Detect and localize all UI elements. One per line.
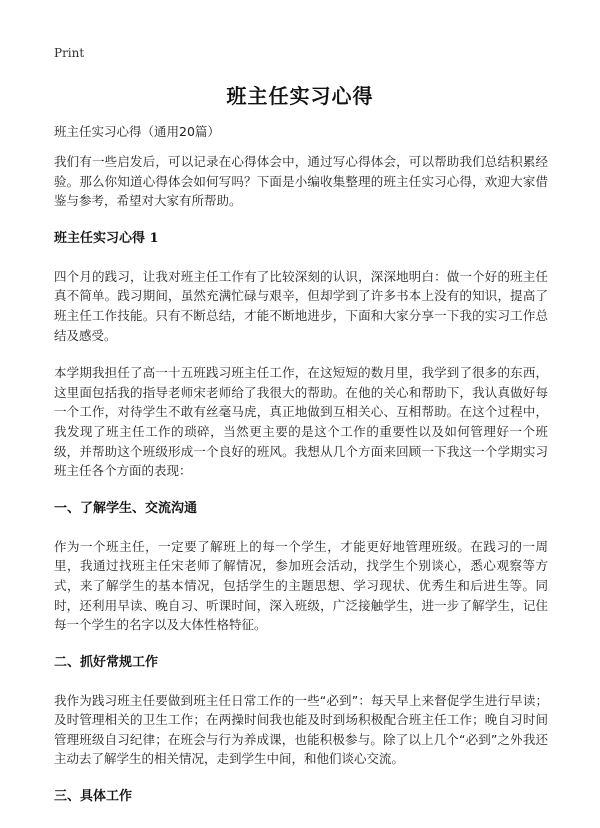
- part-1-paragraph: 作为一个班主任，一定要了解班上的每一个学生，才能更好地管理班级。在践习的一周里，我通过找班主任宋老师了解情况，参加班会活动，找学生个别谈心，悉心观察等方式，来了解学生的基本情况，包括学生的主题思想、学习现状、优秀生和后进生等。同时，还利用早读、晚自习、听课时间，深入班级，广泛接触学生，进一步了解学生，记住每一个学生的名字以及大体性格特征。: [54, 538, 548, 633]
- page-title: 班主任实习心得: [226, 84, 374, 108]
- intro-paragraph: 我们有一些启发后，可以记录在心得体会中，通过写心得体会，可以帮助我们总结积累经验。那么你知道心得体会如何写吗？下面是小编收集整理的班主任实习心得，欢迎大家借鉴与参考，希望对大家有所帮助。: [54, 154, 548, 209]
- print-link[interactable]: Print: [54, 46, 85, 60]
- section-heading-1: 班主任实习心得 1: [54, 230, 159, 246]
- part-heading-2: 二、抓好常规工作: [54, 654, 159, 670]
- part-heading-1: 一、了解学生、交流沟通: [54, 500, 198, 516]
- article-subtitle: 班主任实习心得（通用20篇）: [54, 124, 220, 139]
- article-body: [54, 122, 548, 825]
- part-2-paragraph: 我作为践习班主任要做到班主任日常工作的一些“必到”：每天早上来督促学生进行早读；及时管理相关的卫生工作；在两操时间我也能及时到场积极配合班主任工作；晚自习时间管理班级自习纪律；在班会与行为养成课，也能积极参与。除了以上几个“必到”之外我还主动去了解学生的相关情况，走到学生中间，和他们谈心交流。: [54, 692, 548, 767]
- part-heading-3: 三、具体工作: [54, 789, 133, 805]
- section-1-paragraph-2: 本学期我担任了高一十五班践习班主任工作，在这短短的数月里，我学到了很多的东西，这里面包括我的指导老师宋老师给了我很大的帮助。在他的关心和帮助下，我认真做好每一个工作，对待学生不敢有丝毫马虎，真正地做到互相关心、互相帮助。在这个过程中，我发现了班主任工作的琐碎，当然更主要的是这个工作的重要性以及如何管理好一个班级，并帮助这个班级形成一个良好的班风。我想从几个方面来回顾一下我这一个学期实习班主任各个方面的表现：: [54, 365, 548, 479]
- section-1-paragraph-1: 四个月的践习，让我对班主任工作有了比较深刻的认识，深深地明白：做一个好的班主任真不简单。践习期间，虽然充满忙碌与艰辛，但却学到了许多书本上没有的知识，提高了班主任工作技能。只有不断总结，才能不断地进步，下面和大家分享一下我的实习工作总结及感受。: [54, 268, 548, 343]
